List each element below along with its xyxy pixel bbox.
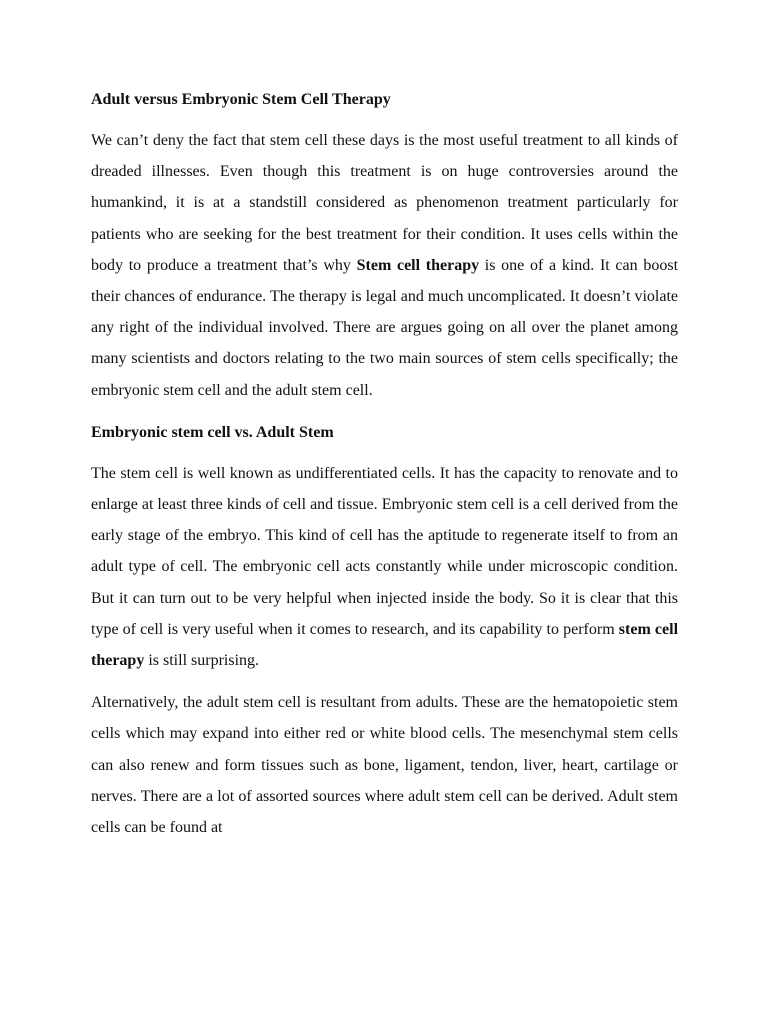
embryonic-text-start: The stem cell is well known as undifferentiated cells. It has the capacity to renovate and to enlarge at least three kinds of cell and tissue. Embryonic stem cell is a cell derived from the early stage of the embryo. This kind of cell has the aptitude to regenerate itself to from an adult type of cell. The embryonic cell acts constantly while under microscopic condition. But it can turn out to be very helpful when injected inside the body. So it is clear that this type of cell is very useful when it comes to research, and its capability to perform <box>91 464 678 638</box>
embryonic-paragraph <box>91 458 678 676</box>
intro-bold-term: Stem cell therapy <box>356 256 480 274</box>
embryonic-bold-term: stem cell therapy <box>91 620 679 670</box>
intro-text-start: We can’t deny the fact that stem cell these days is the most useful treatment to all kinds of dreaded illnesses. Even though this treatment is on huge controversies around the humankind, it is at a standstill considered as phenomenon treatment particularly for patients who are seeking for the best treatment for their condition. It uses cells within the body to produce a treatment that’s why <box>91 132 678 274</box>
adult-paragraph: Alternatively, the adult stem cell is resultant from adults. These are the hematopoietic stem cells which may expand into either red or white blood cells. The mesenchymal stem cells can also renew and form tissues such as bone, ligament, tendon, liver, heart, cartilage or nerves. There are a lot of assorted sources where adult stem cell can be derived. Adult stem cells can be found at <box>91 694 678 837</box>
section-heading: Embryonic stem cell vs. Adult Stem <box>91 423 334 441</box>
document-body <box>91 84 678 854</box>
intro-paragraph <box>91 125 678 406</box>
document-title: Adult versus Embryonic Stem Cell Therapy <box>91 91 391 108</box>
embryonic-text-end: is still surprising. <box>144 652 260 670</box>
intro-text-end: is one of a kind. It can boost their chances of endurance. The therapy is legal and much uncomplicated. It doesn’t violate any right of the individual involved. There are argues going on all over the planet among many scientists and doctors relating to the two main sources of stem cells specifically; the embryonic stem cell and the adult stem cell. <box>91 256 679 399</box>
